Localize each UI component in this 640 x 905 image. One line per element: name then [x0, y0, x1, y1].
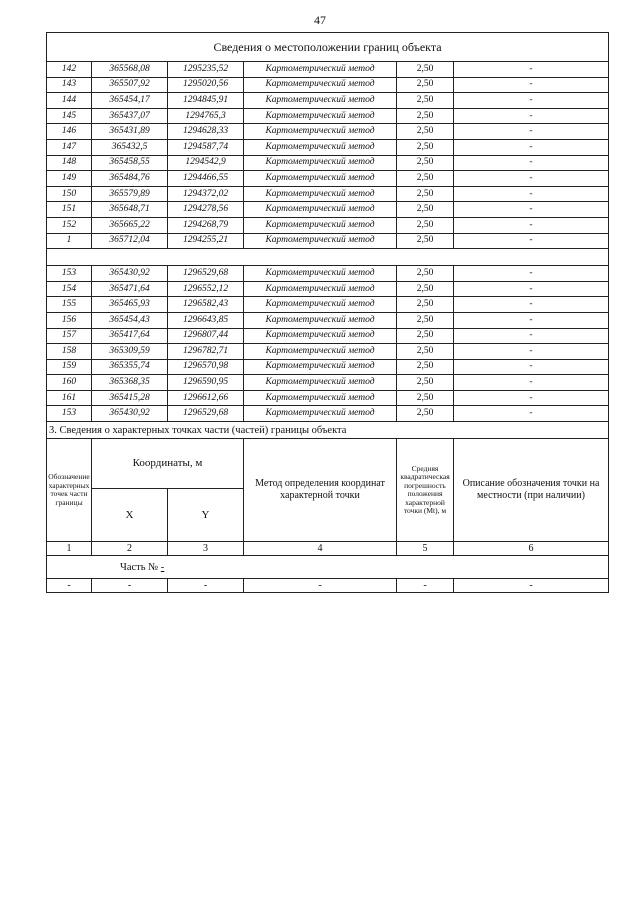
empty-cell: - — [244, 579, 397, 593]
precision-cell: 2,50 — [397, 297, 454, 313]
method-cell: Картометрический метод — [244, 312, 397, 328]
method-cell: Картометрический метод — [244, 344, 397, 360]
precision-cell: 2,50 — [397, 359, 454, 375]
point-number: 146 — [47, 124, 92, 140]
coord-x: 365430,92 — [92, 406, 168, 422]
precision-cell: 2,50 — [397, 186, 454, 202]
method-cell: Картометрический метод — [244, 281, 397, 297]
point-number: 142 — [47, 62, 92, 78]
column-number: 3 — [168, 542, 244, 556]
precision-cell: 2,50 — [397, 328, 454, 344]
empty-cell: - — [397, 579, 454, 593]
coord-y: 1296552,12 — [168, 281, 244, 297]
coord-y: 1296782,71 — [168, 344, 244, 360]
precision-cell: 2,50 — [397, 375, 454, 391]
coord-y: 1295020,56 — [168, 77, 244, 93]
coord-y: 1294466,55 — [168, 171, 244, 187]
coord-x: 365355,74 — [92, 359, 168, 375]
coord-y: 1296529,68 — [168, 406, 244, 422]
method-cell: Картометрический метод — [244, 171, 397, 187]
empty-cell: - — [454, 579, 609, 593]
precision-cell: 2,50 — [397, 217, 454, 233]
coord-x: 365368,35 — [92, 375, 168, 391]
point-number: 144 — [47, 93, 92, 109]
point-number: 160 — [47, 375, 92, 391]
precision-cell: 2,50 — [397, 233, 454, 249]
coord-x: 365415,28 — [92, 390, 168, 406]
coord-x: 365507,92 — [92, 77, 168, 93]
description-cell: - — [454, 186, 609, 202]
table-row — [47, 202, 609, 218]
coord-y: 1294542,9 — [168, 155, 244, 171]
precision-cell: 2,50 — [397, 155, 454, 171]
header-y: Y — [168, 488, 244, 542]
coord-x: 365579,89 — [92, 186, 168, 202]
point-number: 154 — [47, 281, 92, 297]
table-row — [47, 359, 609, 375]
method-cell: Картометрический метод — [244, 359, 397, 375]
description-cell: - — [454, 312, 609, 328]
method-cell: Картометрический метод — [244, 328, 397, 344]
table-row — [47, 328, 609, 344]
description-cell: - — [454, 233, 609, 249]
point-number: 149 — [47, 171, 92, 187]
table-row — [47, 390, 609, 406]
point-number: 148 — [47, 155, 92, 171]
table-row — [47, 217, 609, 233]
method-cell: Картометрический метод — [244, 217, 397, 233]
method-cell: Картометрический метод — [244, 390, 397, 406]
column-number: 2 — [92, 542, 168, 556]
coord-x: 365568,08 — [92, 62, 168, 78]
table-row — [47, 233, 609, 249]
empty-cell: - — [168, 579, 244, 593]
table-row — [47, 108, 609, 124]
precision-cell: 2,50 — [397, 139, 454, 155]
precision-cell: 2,50 — [397, 390, 454, 406]
description-cell: - — [454, 328, 609, 344]
part-label: Часть № — [120, 561, 159, 573]
precision-cell: 2,50 — [397, 266, 454, 282]
description-cell: - — [454, 266, 609, 282]
coord-x: 365431,89 — [92, 124, 168, 140]
header-precision: Средняя квадратическая погрешность положения характерной точки (Мt), м — [397, 439, 454, 542]
coord-y: 1295235,52 — [168, 62, 244, 78]
point-number: 158 — [47, 344, 92, 360]
description-cell: - — [454, 217, 609, 233]
coord-x: 365430,92 — [92, 266, 168, 282]
precision-cell: 2,50 — [397, 171, 454, 187]
table-row — [47, 344, 609, 360]
coord-x: 365648,71 — [92, 202, 168, 218]
point-number: 156 — [47, 312, 92, 328]
coord-y: 1294255,21 — [168, 233, 244, 249]
coord-y: 1294268,79 — [168, 217, 244, 233]
point-number: 147 — [47, 139, 92, 155]
coord-y: 1296582,43 — [168, 297, 244, 313]
description-cell: - — [454, 155, 609, 171]
description-cell: - — [454, 124, 609, 140]
table-row — [47, 77, 609, 93]
method-cell: Картометрический метод — [244, 233, 397, 249]
table-row — [47, 62, 609, 78]
header-coordinates: Координаты, м — [92, 439, 244, 488]
point-number: 157 — [47, 328, 92, 344]
column-number: 6 — [454, 542, 609, 556]
description-cell: - — [454, 77, 609, 93]
method-cell: Картометрический метод — [244, 186, 397, 202]
method-cell: Картометрический метод — [244, 139, 397, 155]
column-number: 5 — [397, 542, 454, 556]
boundary-table — [46, 32, 609, 593]
point-number: 159 — [47, 359, 92, 375]
coord-x: 365437,07 — [92, 108, 168, 124]
method-cell: Картометрический метод — [244, 155, 397, 171]
method-cell: Картометрический метод — [244, 266, 397, 282]
coord-x: 365432,5 — [92, 139, 168, 155]
part-value: - — [160, 561, 165, 573]
description-cell: - — [454, 375, 609, 391]
method-cell: Картометрический метод — [244, 93, 397, 109]
table-row — [47, 281, 609, 297]
table-row — [47, 139, 609, 155]
header-method: Метод определения координат характерной точки — [244, 439, 397, 542]
precision-cell: 2,50 — [397, 93, 454, 109]
precision-cell: 2,50 — [397, 77, 454, 93]
table-row — [47, 266, 609, 282]
coord-y: 1296612,66 — [168, 390, 244, 406]
coord-y: 1294765,3 — [168, 108, 244, 124]
precision-cell: 2,50 — [397, 202, 454, 218]
precision-cell: 2,50 — [397, 62, 454, 78]
coord-y: 1294628,33 — [168, 124, 244, 140]
precision-cell: 2,50 — [397, 406, 454, 422]
coord-x: 365458,55 — [92, 155, 168, 171]
method-cell: Картометрический метод — [244, 202, 397, 218]
point-number: 152 — [47, 217, 92, 233]
coord-x: 365454,43 — [92, 312, 168, 328]
coord-x: 365309,59 — [92, 344, 168, 360]
description-cell: - — [454, 202, 609, 218]
table-row — [47, 297, 609, 313]
method-cell: Картометрический метод — [244, 375, 397, 391]
header-point-label: Обозначение характерных точек части границы — [47, 439, 92, 542]
column-numbers-row — [47, 542, 609, 556]
table-row — [47, 171, 609, 187]
table-row — [47, 312, 609, 328]
point-number: 153 — [47, 406, 92, 422]
precision-cell: 2,50 — [397, 281, 454, 297]
table-row — [47, 406, 609, 422]
coord-y: 1296590,95 — [168, 375, 244, 391]
coord-y: 1296643,85 — [168, 312, 244, 328]
empty-cell: - — [47, 579, 92, 593]
description-cell: - — [454, 139, 609, 155]
coord-y: 1294372,02 — [168, 186, 244, 202]
precision-cell: 2,50 — [397, 124, 454, 140]
header-description: Описание обозначения точки на местности (при наличии) — [454, 439, 609, 542]
method-cell: Картометрический метод — [244, 108, 397, 124]
coord-y: 1294587,74 — [168, 139, 244, 155]
header-x: X — [92, 488, 168, 542]
coord-y: 1296529,68 — [168, 266, 244, 282]
page-number: 47 — [314, 13, 326, 27]
coord-y: 1296807,44 — [168, 328, 244, 344]
coord-y: 1294278,56 — [168, 202, 244, 218]
description-cell: - — [454, 297, 609, 313]
method-cell: Картометрический метод — [244, 62, 397, 78]
coord-x: 365712,04 — [92, 233, 168, 249]
table-row — [47, 155, 609, 171]
empty-cell: - — [92, 579, 168, 593]
description-cell: - — [454, 108, 609, 124]
coord-y: 1296570,98 — [168, 359, 244, 375]
point-number: 150 — [47, 186, 92, 202]
method-cell: Картометрический метод — [244, 124, 397, 140]
method-cell: Картометрический метод — [244, 77, 397, 93]
method-cell: Картометрический метод — [244, 297, 397, 313]
description-cell: - — [454, 93, 609, 109]
table-row — [47, 124, 609, 140]
precision-cell: 2,50 — [397, 312, 454, 328]
description-cell: - — [454, 281, 609, 297]
method-cell: Картометрический метод — [244, 406, 397, 422]
description-cell: - — [454, 344, 609, 360]
point-number: 1 — [47, 233, 92, 249]
separator-row — [47, 249, 609, 266]
part-label-cell — [47, 556, 609, 579]
point-number: 151 — [47, 202, 92, 218]
column-number: 1 — [47, 542, 92, 556]
coord-x: 365417,64 — [92, 328, 168, 344]
table-row — [47, 579, 609, 593]
precision-cell: 2,50 — [397, 344, 454, 360]
coord-x: 365471,64 — [92, 281, 168, 297]
section3-title: 3. Сведения о характерных точках части (частей) границы объекта — [47, 422, 609, 439]
precision-cell: 2,50 — [397, 108, 454, 124]
point-number: 143 — [47, 77, 92, 93]
coord-y: 1294845,91 — [168, 93, 244, 109]
point-number: 145 — [47, 108, 92, 124]
point-number: 153 — [47, 266, 92, 282]
coord-x: 365454,17 — [92, 93, 168, 109]
table-row — [47, 186, 609, 202]
boundary-sheet — [46, 32, 608, 593]
section-title: Сведения о местоположении границ объекта — [47, 33, 609, 62]
point-number: 161 — [47, 390, 92, 406]
coord-x: 365484,76 — [92, 171, 168, 187]
description-cell: - — [454, 390, 609, 406]
table-row — [47, 93, 609, 109]
coord-x: 365465,93 — [92, 297, 168, 313]
description-cell: - — [454, 406, 609, 422]
description-cell: - — [454, 62, 609, 78]
point-number: 155 — [47, 297, 92, 313]
coord-x: 365665,22 — [92, 217, 168, 233]
column-number: 4 — [244, 542, 397, 556]
description-cell: - — [454, 359, 609, 375]
table-row — [47, 375, 609, 391]
description-cell: - — [454, 171, 609, 187]
